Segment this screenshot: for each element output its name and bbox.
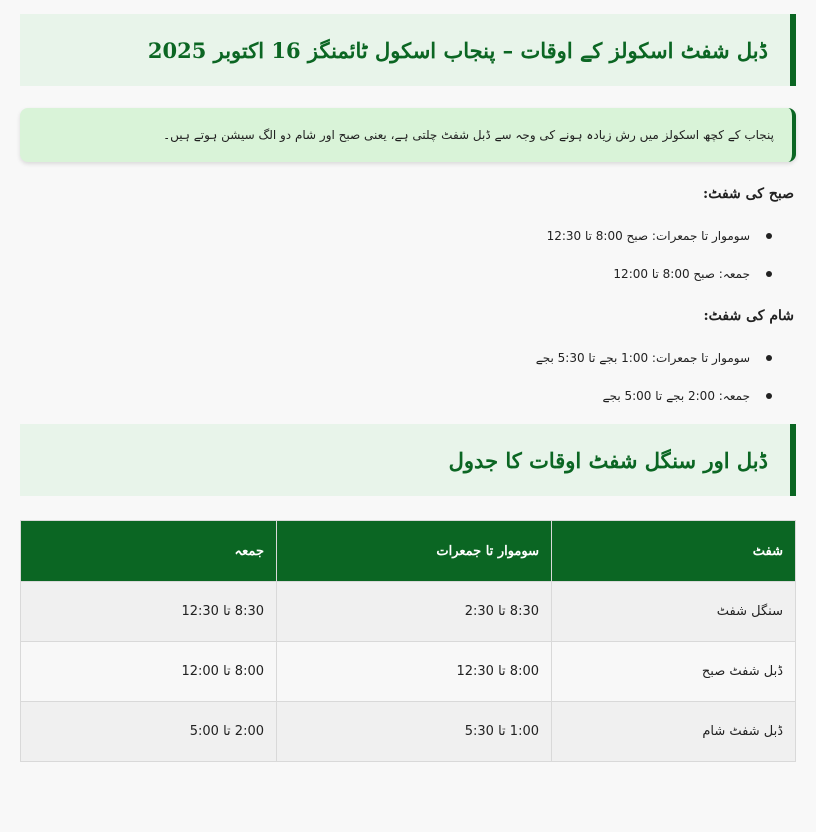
morning-shift-list [20, 226, 796, 284]
table-cell: 8:00 تا 12:00 [21, 642, 277, 702]
intro-note [20, 108, 796, 162]
table-cell: 8:30 تا 12:30 [21, 582, 277, 642]
timings-table [20, 520, 796, 762]
table-row [21, 642, 796, 702]
evening-shift-title: شام کی شفٹ: [703, 308, 794, 324]
section-title: ڈبل اور سنگل شفٹ اوقات کا جدول [448, 447, 768, 473]
list-item: سوموار تا جمعرات: صبح 8:00 تا 12:30 [20, 226, 772, 246]
table-cell: سنگل شفٹ [552, 582, 796, 642]
column-header-shift: شفٹ [552, 521, 796, 582]
list-item: سوموار تا جمعرات: 1:00 بجے تا 5:30 بجے [20, 348, 772, 368]
page-title: ڈبل شفٹ اسکولز کے اوقات – پنجاب اسکول ٹائمنگز 16 اکتوبر 2025 [147, 37, 768, 63]
table-cell: 1:00 تا 5:30 [277, 702, 552, 762]
table-header-row [21, 521, 796, 582]
evening-shift-list [20, 348, 796, 406]
intro-note-text: پنجاب کے کچھ اسکولز میں رش زیادہ ہونے کی وجہ سے ڈبل شفٹ چلتی ہے، یعنی صبح اور شام دو الگ سیشن ہوتے ہیں۔ [163, 128, 774, 142]
table-cell: 8:00 تا 12:30 [277, 642, 552, 702]
column-header-mon-thu: سوموار تا جمعرات [277, 521, 552, 582]
table-cell: 2:00 تا 5:00 [21, 702, 277, 762]
table-cell: 8:30 تا 2:30 [277, 582, 552, 642]
table-row [21, 582, 796, 642]
table-row [21, 702, 796, 762]
table-cell: ڈبل شفٹ شام [552, 702, 796, 762]
article [20, 0, 796, 762]
morning-shift-title: صبح کی شفٹ: [703, 186, 794, 202]
section-title-box [20, 424, 796, 496]
list-item: جمعہ: صبح 8:00 تا 12:00 [20, 264, 772, 284]
list-item: جمعہ: 2:00 بجے تا 5:00 بجے [20, 386, 772, 406]
title-box [20, 14, 796, 86]
table-cell: ڈبل شفٹ صبح [552, 642, 796, 702]
column-header-friday: جمعہ [21, 521, 277, 582]
